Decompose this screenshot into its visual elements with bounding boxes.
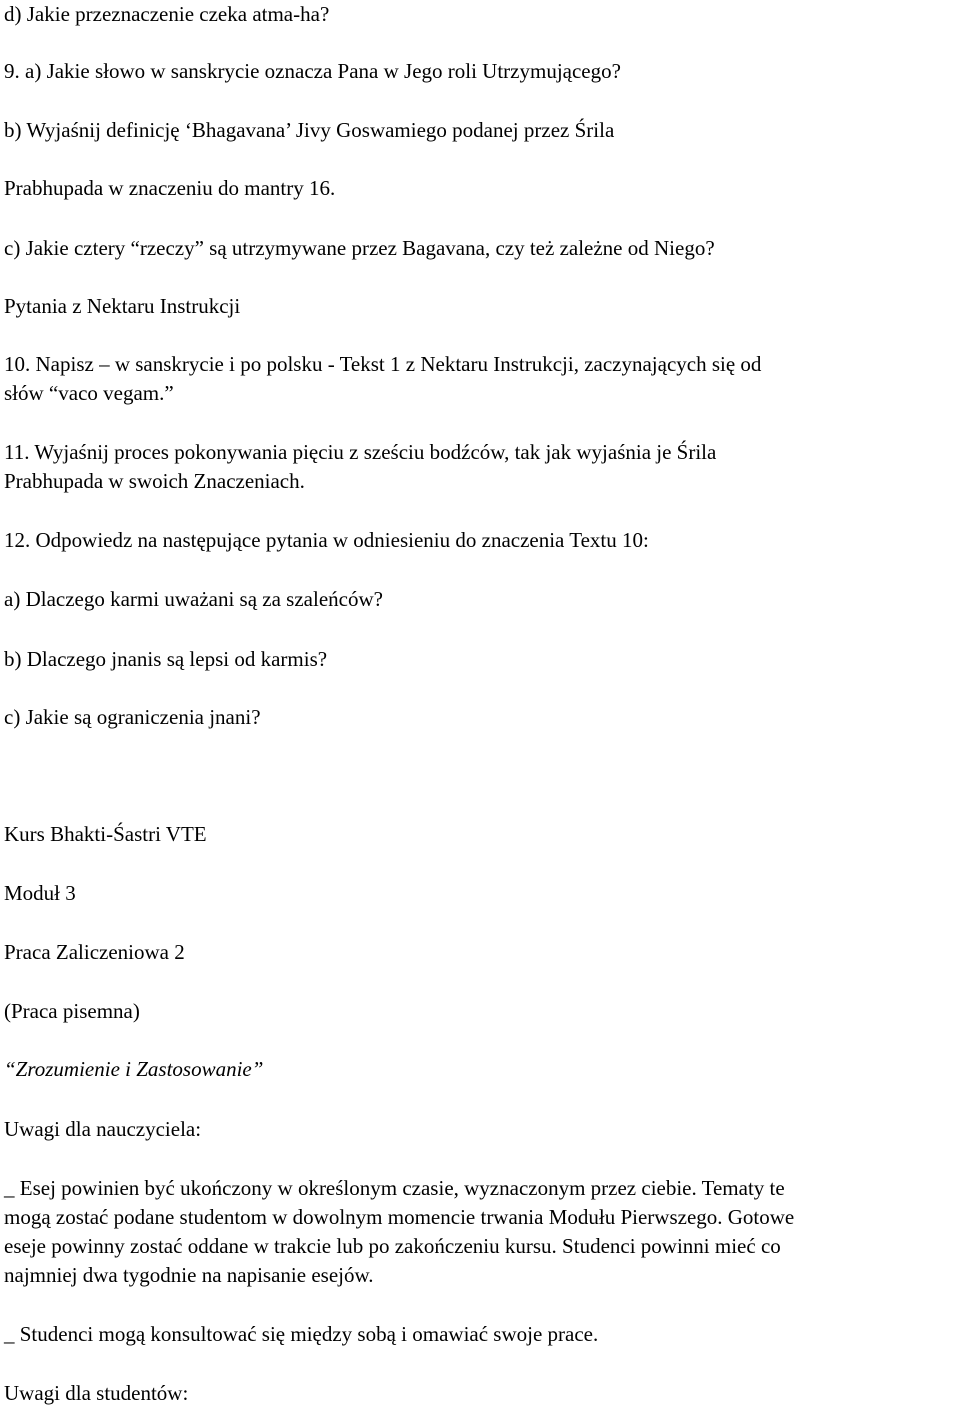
question-10-line2: słów “vaco vegam.” xyxy=(4,381,174,405)
teacher-note-1-line4: najmniej dwa tygodnie na napisanie esejów. xyxy=(4,1263,374,1287)
question-11-line1: 11. Wyjaśnij proces pokonywania pięciu z sześciu bodźców, tak jak wyjaśnia je Śrila xyxy=(4,440,717,464)
teacher-note-1-line3: eseje powinny zostać oddane w trakcie lub po zakończeniu kursu. Studenci powinni mieć co xyxy=(4,1234,781,1258)
question-10-line1: 10. Napisz – w sanskrycie i po polsku - Tekst 1 z Nektaru Instrukcji, zaczynających się od xyxy=(4,352,762,376)
course-title: Kurs Bhakti-Śastri VTE xyxy=(4,822,207,846)
teacher-note-2: _ Studenci mogą konsultować się między sobą i omawiać swoje prace. xyxy=(4,1322,599,1346)
teacher-note-1-line2: mogą zostać podane studentom w dowolnym momencie trwania Modułu Pierwszego. Gotowe xyxy=(4,1205,795,1229)
question-9b-line1: b) Wyjaśnij definicję ‘Bhagavana’ Jivy Goswamiego podanej przez Śrila xyxy=(4,118,615,142)
question-12c: c) Jakie są ograniczenia jnani? xyxy=(4,705,261,729)
assignment-subtitle: “Zrozumienie i Zastosowanie” xyxy=(4,1057,264,1081)
section-heading-nectar: Pytania z Nektaru Instrukcji xyxy=(4,294,241,318)
question-8d: d) Jakie przeznaczenie czeka atma-ha? xyxy=(4,2,330,26)
question-9c: c) Jakie cztery “rzeczy” są utrzymywane przez Bagavana, czy też zależne od Niego? xyxy=(4,236,715,260)
question-9b-line2: Prabhupada w znaczeniu do mantry 16. xyxy=(4,176,336,200)
student-notes-heading: Uwagi dla studentów: xyxy=(4,1381,189,1405)
question-12: 12. Odpowiedz na następujące pytania w odniesieniu do znaczenia Textu 10: xyxy=(4,528,649,552)
assignment-title: Praca Zaliczeniowa 2 xyxy=(4,940,185,964)
question-11-line2: Prabhupada w swoich Znaczeniach. xyxy=(4,469,305,493)
teacher-notes-heading: Uwagi dla nauczyciela: xyxy=(4,1117,202,1141)
question-12a: a) Dlaczego karmi uważani są za szaleńców? xyxy=(4,587,383,611)
question-12b: b) Dlaczego jnanis są lepsi od karmis? xyxy=(4,647,328,671)
teacher-note-1-line1: _ Esej powinien być ukończony w określonym czasie, wyznaczonym przez ciebie. Tematy te xyxy=(4,1176,785,1200)
assignment-type: (Praca pisemna) xyxy=(4,999,140,1023)
question-9a: 9. a) Jakie słowo w sanskrycie oznacza Pana w Jego roli Utrzymującego? xyxy=(4,59,621,83)
course-module: Moduł 3 xyxy=(4,881,76,905)
